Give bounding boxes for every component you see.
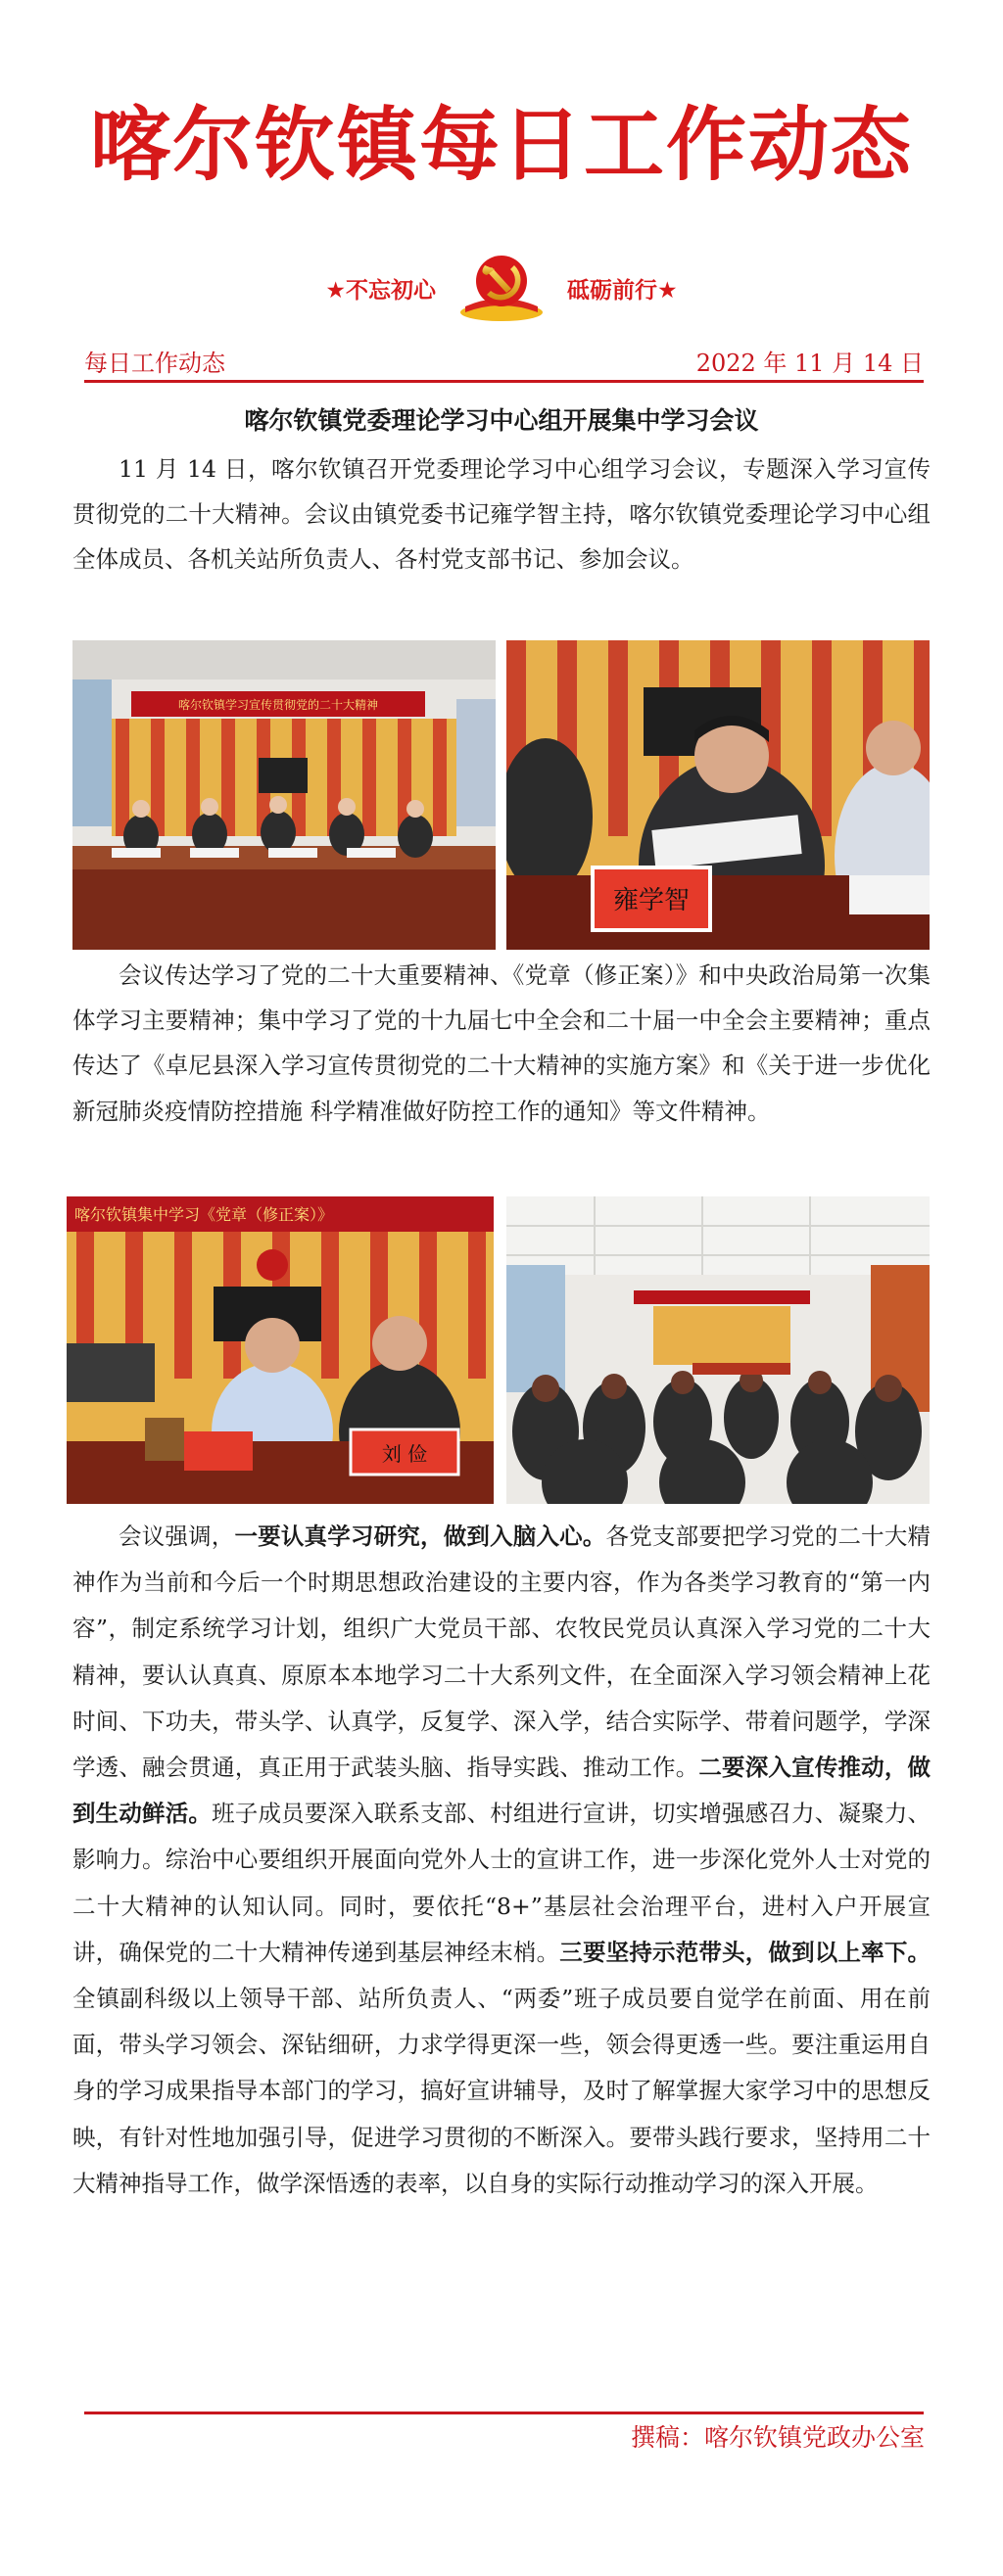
photo-meeting-table bbox=[67, 1196, 494, 1504]
nameplate-text-3: 刘 俭 bbox=[381, 1442, 428, 1466]
slogan-right: 砥砺前行★ bbox=[567, 277, 678, 304]
article-headline: 喀尔钦镇党委理论学习中心组开展集中学习会议 bbox=[244, 406, 759, 435]
footer-divider bbox=[84, 2412, 924, 2414]
article-paragraph-2: 会议传达学习了党的二十大重要精神、《党章（修正案）》和中央政治局第一次集体学习主要精神；集中学习了党的十九届七中全会和二十届一中全会主要精神；重点传达了《卓尼县深入学习宣传贯彻党的二十大精神的实施方案》和《关于进一步优化新冠肺炎疫情防控措施 科学精准做好防控工作的通知》等文件精神。 bbox=[72, 961, 931, 1125]
article-paragraph-1: 11 月 14 日，喀尔钦镇召开党委理论学习中心组学习会议，专题深入学习宣传贯彻党的二十大精神。会议由镇党委书记雍学智主持，喀尔钦镇党委理论学习中心组全体成员、各机关站所负责人、各村党支部书记、参加会议。 bbox=[72, 455, 931, 574]
article-paragraph-3 bbox=[72, 1514, 931, 2207]
p3-point-1: 一要认真学习研究，做到入脑入心。 bbox=[234, 1522, 606, 1550]
p3-text-1: 各党支部要把学习党的二十大精神作为当前和今后一个时期思想政治建设的主要内容，作为各类学习教育的“第一内容”，制定系统学习计划，组织广大党员干部、农牧民党员认真深入学习党的二十大精神，要认认真真、原原本本地学习二十大系列文件，在全面深入学习领会精神上花时间、下功夫，带头学、认真学，反复学、深入学，结合实际学、带着问题学，学深学透、融会贯通，真正用于武装头脑、指导实践、推动工作。 bbox=[72, 1522, 931, 1782]
p3-lead: 会议强调， bbox=[119, 1522, 235, 1550]
banner-text-1: 喀尔钦镇学习宣传贯彻党的二十大精神 bbox=[177, 698, 379, 712]
p3-point-3: 三要坚持示范带头，做到以上率下。 bbox=[559, 1938, 931, 1966]
party-emblem-icon bbox=[457, 252, 546, 324]
nameplate-text-1: 雍学智 bbox=[612, 886, 691, 915]
section-label: 每日工作动态 bbox=[84, 350, 225, 377]
p3-text-3: 全镇副科级以上领导干部、站所负责人、“两委”班子成员要自觉学在前面、用在前面，带头学习领会、深钻细研，力求学得更深一些，领会得更透一些。要注重运用自身的学习成果指导本部门的学习，搞好宣讲辅导，及时了解掌握大家学习中的思想反映，有针对性地加强引导，促进学习贯彻的不断深入。要带头践行要求，坚持用二十大精神指导工作，做学深悟透的表率，以自身的实际行动推动学习的深入开展。 bbox=[72, 1985, 931, 2197]
masthead-title: 喀尔钦镇每日工作动态 bbox=[89, 99, 913, 192]
p3-text-2: 班子成员要深入联系支部、村组进行宣讲，切实增强感召力、凝聚力、影响力。综治中心要组织开展面向党外人士的宣讲工作，进一步深化党外人士对党的二十大精神的认知认同。同时，要依托“8+”基层社会治理平台，进村入户开展宣讲，确保党的二十大精神传递到基层神经末梢。 bbox=[72, 1800, 931, 1966]
issue-date: 2022 年 11 月 14 日 bbox=[695, 350, 924, 377]
photo-audience-hall bbox=[506, 1196, 930, 1504]
slogan-left: ★不忘初心 bbox=[325, 277, 436, 304]
banner-text-3: 喀尔钦镇集中学习《党章（修正案）》 bbox=[73, 1205, 334, 1224]
slogan-row bbox=[0, 247, 1003, 329]
photo-meeting-room-1 bbox=[72, 640, 496, 950]
section-bar bbox=[84, 350, 924, 383]
byline: 撰稿：喀尔钦镇党政办公室 bbox=[630, 2423, 925, 2452]
p3-point-2: 二要深入宣传推动，做到生动鲜活。 bbox=[72, 1754, 931, 1828]
photo-chairman-closeup bbox=[506, 640, 930, 950]
